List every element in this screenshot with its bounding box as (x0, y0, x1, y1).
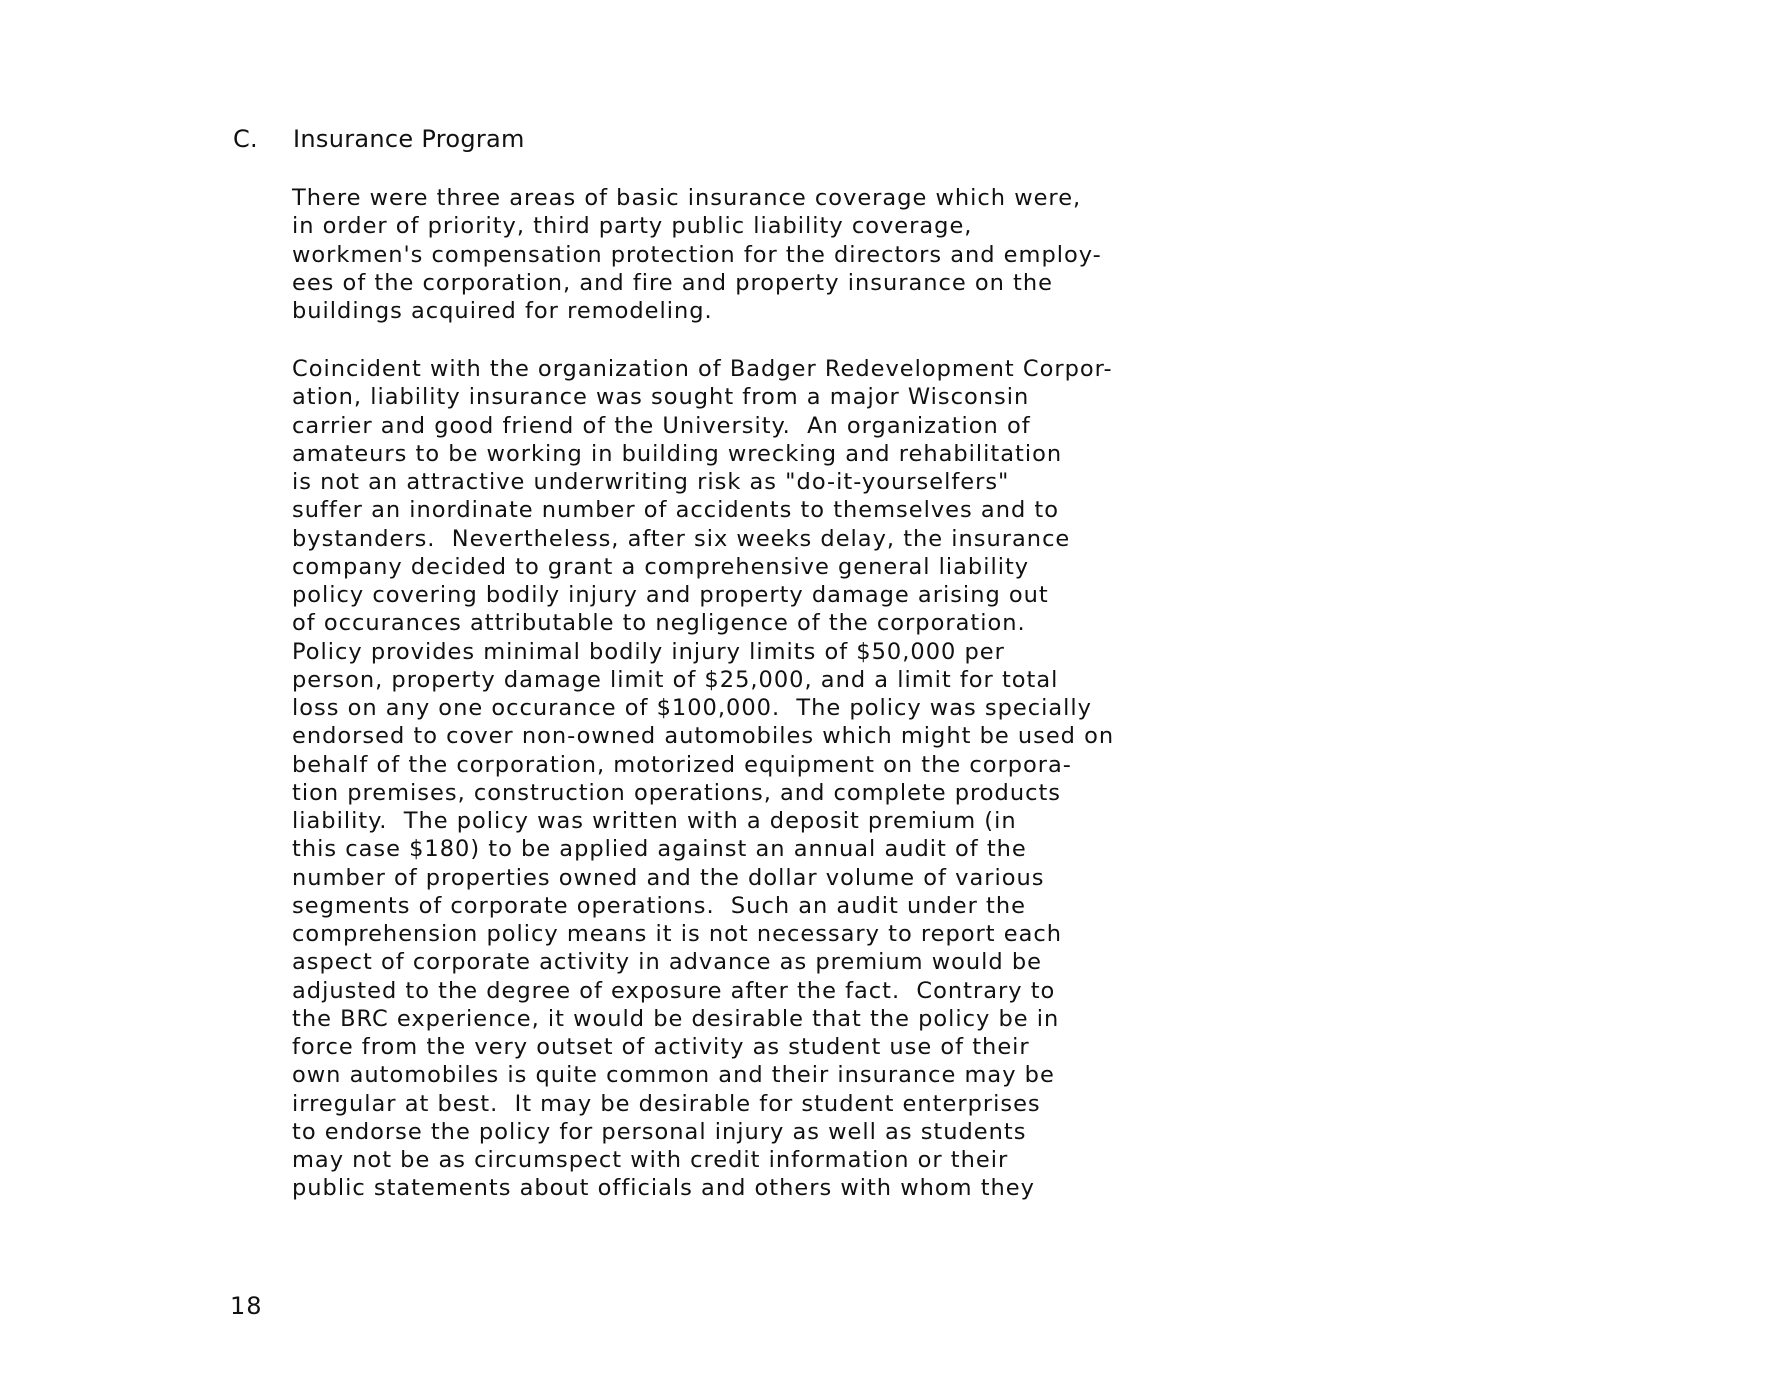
section-letter: C. (233, 125, 258, 153)
text-line: behalf of the corporation, motorized equipment on the corpora- (292, 751, 1072, 778)
text-line: to endorse the policy for personal injury as well as students (292, 1118, 1027, 1145)
text-line: number of properties owned and the dollar volume of various (292, 864, 1045, 891)
text-line: person, property damage limit of $25,000, and a limit for total (292, 666, 1059, 693)
text-line: this case $180) to be applied against an annual audit of the (292, 836, 1027, 863)
text-line: There were three areas of basic insurance coverage which were, (292, 185, 1082, 211)
text-line: public statements about officials and others with whom they (292, 1175, 1035, 1202)
text-line: carrier and good friend of the University. An organization of (292, 412, 1031, 439)
text-line: is not an attractive underwriting risk as "do-it-yourselfers" (292, 469, 1010, 495)
text-line: Coincident with the organization of Badger Redevelopment Corpor- (292, 356, 1113, 382)
text-line: force from the very outset of activity as student use of their (292, 1034, 1030, 1060)
text-line: liability. The policy was written with a deposit premium (in (292, 808, 1017, 834)
text-line: suffer an inordinate number of accidents to themselves and to (292, 497, 1059, 524)
text-line: Policy provides minimal bodily injury limits of $50,000 per (292, 638, 1005, 665)
text-line: workmen's compensation protection for the directors and employ- (292, 241, 1102, 268)
text-line: buildings acquired for remodeling. (292, 298, 713, 325)
text-line: of occurances attributable to negligence of the corporation. (292, 610, 1026, 637)
text-line: comprehension policy means it is not necessary to report each (292, 921, 1063, 947)
text-line: bystanders. Nevertheless, after six weeks delay, the insurance (292, 525, 1071, 552)
text-line: ation, liability insurance was sought from a major Wisconsin (292, 384, 1030, 411)
text-line: segments of corporate operations. Such an audit under the (292, 892, 1026, 919)
text-line: aspect of corporate activity in advance as premium would be (292, 949, 1042, 976)
page-number: 18 (230, 1292, 263, 1320)
text-line: the BRC experience, it would be desirable that the policy be in (292, 1005, 1060, 1032)
text-line: own automobiles is quite common and their insurance may be (292, 1062, 1055, 1089)
section-title: Insurance Program (293, 125, 525, 153)
text-line: may not be as circumspect with credit information or their (292, 1147, 1009, 1173)
text-line: tion premises, construction operations, and complete products (292, 779, 1062, 806)
paragraph-1 (292, 184, 1102, 325)
text-line: loss on any one occurance of $100,000. The policy was specially (292, 695, 1092, 721)
text-line: irregular at best. It may be desirable for student enterprises (292, 1090, 1041, 1117)
section-heading (233, 125, 525, 153)
paragraph-2 (292, 355, 1114, 1203)
text-line: ees of the corporation, and fire and property insurance on the (292, 269, 1053, 296)
text-line: amateurs to be working in building wrecking and rehabilitation (292, 440, 1063, 467)
text-line: endorsed to cover non-owned automobiles which might be used on (292, 723, 1115, 750)
text-line: company decided to grant a comprehensive general liability (292, 553, 1030, 580)
text-line: policy covering bodily injury and property damage arising out (292, 582, 1049, 608)
text-line: adjusted to the degree of exposure after the fact. Contrary to (292, 977, 1056, 1004)
text-line: in order of priority, third party public liability coverage, (292, 213, 973, 240)
